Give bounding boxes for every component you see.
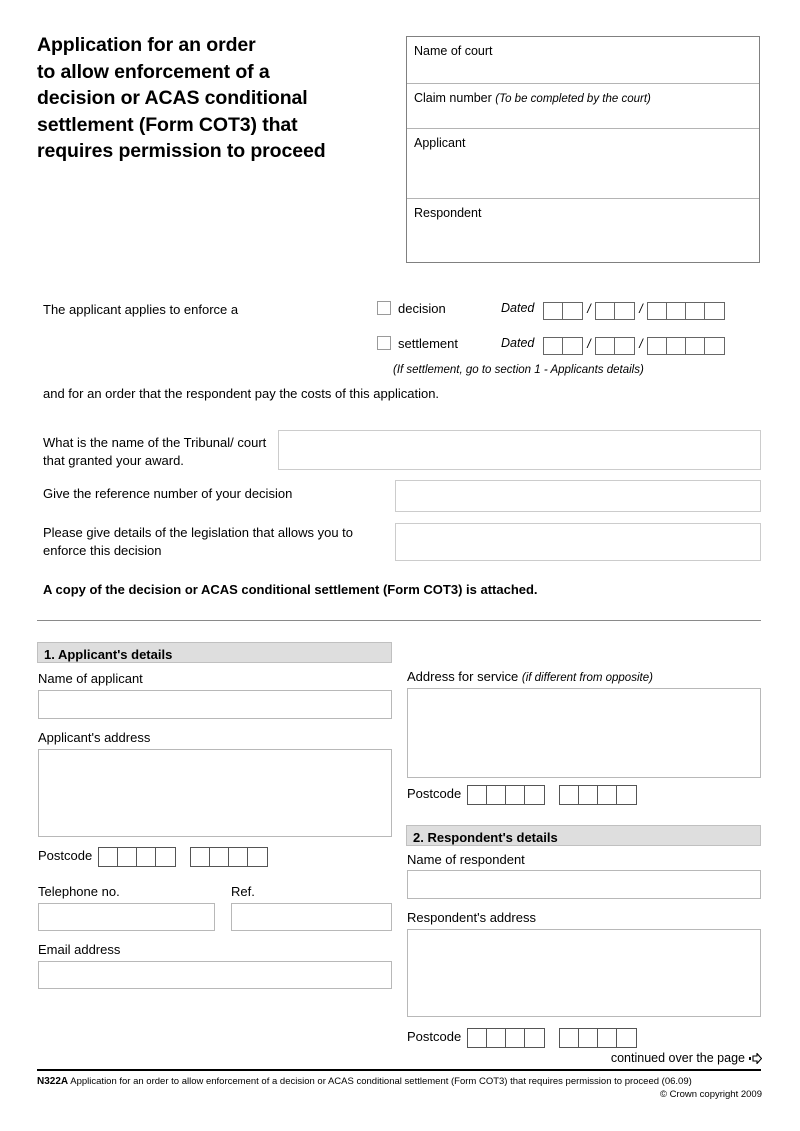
respondent-label: Respondent [414, 206, 482, 220]
settlement-date-group[interactable] [501, 336, 725, 355]
label-email-address: Email address [38, 942, 121, 957]
input-name-of-applicant[interactable] [38, 690, 392, 719]
footer-divider [37, 1069, 761, 1071]
input-ref[interactable] [231, 903, 392, 931]
settlement-date-month[interactable] [595, 337, 635, 355]
form-code: N322A [37, 1076, 69, 1087]
continued-over-page [611, 1051, 762, 1067]
checkbox-settlement[interactable] [377, 336, 391, 350]
footer-form-line [37, 1076, 761, 1088]
copyright-notice: © Crown copyright 2009 [659, 1089, 762, 1100]
input-name-of-respondent[interactable] [407, 870, 761, 899]
form-description: Application for an order to allow enforcement of a decision or ACAS conditional settlement (Form COT3) that requires permission to proceed (06.09) [70, 1076, 692, 1087]
applicant-postcode-group[interactable] [38, 847, 268, 867]
question-2-input[interactable] [395, 480, 761, 512]
continued-text: continued over the page [610, 1051, 745, 1065]
label-address-for-service [407, 669, 653, 684]
label-ref: Ref. [231, 884, 255, 899]
checkbox-decision[interactable] [377, 301, 391, 315]
input-respondent-address[interactable] [407, 929, 761, 1017]
decision-date-group[interactable] [501, 301, 725, 320]
input-address-for-service[interactable] [407, 688, 761, 778]
applicant-postcode-outward[interactable] [98, 847, 176, 867]
decision-date-year[interactable] [647, 302, 725, 320]
right-arrow-icon [749, 1053, 762, 1067]
service-postcode-inward[interactable] [559, 785, 637, 805]
respondent-postcode-inward[interactable] [559, 1028, 637, 1048]
question-2-label: Give the reference number of your decision [43, 486, 293, 501]
court-details-box [406, 36, 760, 263]
label-applicant-postcode: Postcode [38, 848, 93, 864]
question-3-input[interactable] [395, 523, 761, 561]
settlement-date-year[interactable] [647, 337, 725, 355]
settlement-dated-label: Dated [501, 336, 535, 350]
costs-statement: and for an order that the respondent pay the costs of this application. [43, 386, 440, 401]
settlement-note: (If settlement, go to section 1 - Applicants details) [393, 364, 644, 376]
title-line-2: to allow enforcement of a [37, 60, 270, 83]
name-of-court-label: Name of court [414, 44, 493, 58]
claim-number-label: Claim number [414, 91, 492, 105]
respondent-postcode-outward[interactable] [467, 1028, 545, 1048]
claim-number-note: (To be completed by the court) [495, 93, 651, 105]
option-row-settlement[interactable] [377, 336, 458, 351]
page-title [37, 32, 397, 165]
field-respondent-name[interactable] [407, 199, 759, 262]
title-line-5: requires permission to proceed [37, 140, 326, 162]
label-name-of-respondent: Name of respondent [407, 852, 525, 867]
label-respondent-address: Respondent's address [407, 910, 536, 925]
option-row-decision[interactable] [377, 301, 446, 316]
field-applicant-name[interactable] [407, 129, 759, 199]
input-applicant-address[interactable] [38, 749, 392, 837]
label-respondent-postcode: Postcode [407, 1029, 462, 1045]
field-claim-number[interactable] [407, 84, 759, 129]
applies-lead-text: The applicant applies to enforce a [43, 302, 239, 317]
service-postcode-outward[interactable] [467, 785, 545, 805]
section-divider [37, 620, 761, 621]
service-postcode-group[interactable] [407, 785, 637, 805]
decision-dated-label: Dated [501, 301, 535, 315]
title-line-3: decision or ACAS conditional [37, 87, 308, 109]
date-separator-3: / [587, 337, 591, 351]
attached-statement: A copy of the decision or ACAS conditional settlement (Form COT3) is attached. [43, 582, 538, 597]
checkbox-decision-label: decision [398, 301, 446, 316]
respondent-postcode-group[interactable] [407, 1028, 637, 1048]
decision-date-day[interactable] [543, 302, 583, 320]
label-applicant-address: Applicant's address [38, 730, 151, 745]
question-1-label: What is the name of the Tribunal/ court that granted your award. [43, 435, 267, 468]
applicant-postcode-inward[interactable] [190, 847, 268, 867]
section-2-heading: 2. Respondent's details [406, 825, 761, 846]
label-service-postcode: Postcode [407, 786, 462, 802]
section-1-heading: 1. Applicant's details [37, 642, 392, 663]
question-1-input[interactable] [278, 430, 761, 470]
input-telephone[interactable] [38, 903, 215, 931]
decision-date-month[interactable] [595, 302, 635, 320]
input-email-address[interactable] [38, 961, 392, 989]
applicant-label: Applicant [414, 136, 466, 150]
label-name-of-applicant: Name of applicant [38, 671, 143, 686]
date-separator-1: / [587, 302, 591, 316]
settlement-date-day[interactable] [543, 337, 583, 355]
field-name-of-court[interactable] [407, 37, 759, 84]
title-line-4: settlement (Form COT3) that [37, 113, 298, 136]
label-telephone: Telephone no. [38, 884, 120, 899]
date-separator-4: / [639, 337, 643, 351]
title-line-1: Application for an order [37, 34, 256, 56]
address-for-service-text: Address for service [407, 669, 519, 684]
question-3-label: Please give details of the legislation that allows you to enforce this decision [43, 525, 354, 558]
checkbox-settlement-label: settlement [398, 336, 458, 351]
date-separator-2: / [639, 302, 643, 316]
address-for-service-note: (if different from opposite) [521, 672, 653, 684]
